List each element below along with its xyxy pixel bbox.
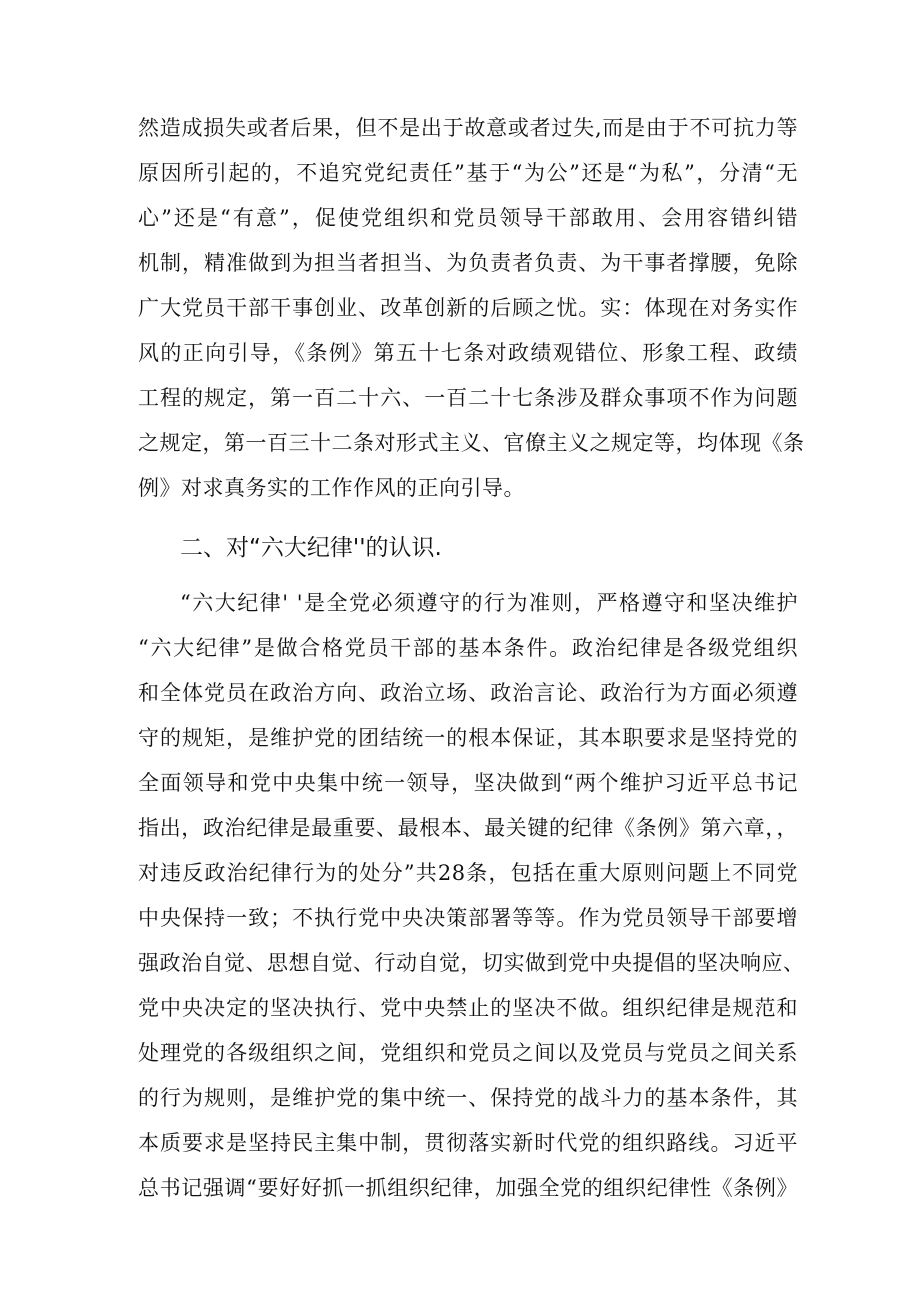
text-line: 然造成损失或者后果，但不是出于故意或者过失,而是由于不可抗力等 — [138, 116, 798, 140]
text-line: 工程的规定，第一百二十六、一百二十七条涉及群众事项不作为问题 — [138, 386, 798, 410]
text-line: 强政治自觉、思想自觉、行动自觉，切实做到党中央提倡的坚决响应、 — [138, 951, 805, 975]
text-line: 全面领导和党中央集中统一领导，坚决做到“两个维护习近平总书记 — [138, 771, 798, 795]
text-line: 和全体党员在政治方向、政治立场、政治言论、政治行为方面必须遵 — [138, 681, 798, 705]
text-line: 总书记强调“要好好抓一抓组织纪律，加强全党的组织纪律性《条例》 — [138, 1176, 798, 1200]
text-line: 风的正向引导，《条例》第五十七条对政绩观错位、形象工程、政绩 — [138, 341, 798, 365]
text-line: 指出，政治纪律是最重要、最根本、最关键的纪律《条例》第六章，， — [138, 816, 798, 840]
text-line: 机制，精准做到为担当者担当、为负责者负责、为干事者撑腰，免除 — [138, 251, 798, 275]
text-line: “六大纪律' '是全党必须遵守的行为准则，严格遵守和坚决维护 — [180, 591, 798, 615]
text-line: “六大纪律”是做合格党员干部的基本条件。政治纪律是各级党组织 — [138, 636, 798, 660]
text-line: 党中央决定的坚决执行、党中央禁止的坚决不做。组织纪律是规范和 — [138, 996, 798, 1020]
text-line: 原因所引起的，不追究党纪责任”基于“为公”还是“为私”，分清“无 — [138, 161, 798, 185]
text-line: 守的规矩，是维护党的团结统一的根本保证，其本职要求是坚持党的 — [138, 726, 798, 750]
section-heading: 二、对“六大纪律''的认识. — [180, 535, 442, 561]
text-line: 的行为规则，是维护党的集中统一、保持党的战斗力的基本条件，其 — [138, 1086, 798, 1110]
text-line: 中央保持一致；不执行党中央决策部署等等。作为党员领导干部要增 — [138, 906, 798, 930]
text-line: 之规定，第一百三十二条对形式主义、官僚主义之规定等，均体现《条 — [138, 431, 805, 455]
text-line: 例》对求真务实的工作作风的正向引导。 — [138, 476, 525, 500]
text-line: 处理党的各级组织之间，党组织和党员之间以及党员与党员之间关系 — [138, 1041, 798, 1065]
text-line: 心”还是“有意”，促使党组织和党员领导干部敢用、会用容错纠错 — [138, 206, 798, 230]
text-line: 本质要求是坚持民主集中制，贯彻落实新时代党的组织路线。习近平 — [138, 1131, 798, 1155]
text-line: 对违反政治纪律行为的处分”共28条，包括在重大原则问题上不同党 — [138, 861, 798, 885]
text-line: 广大党员干部干事创业、改革创新的后顾之忧。实：体现在对务实作 — [138, 296, 798, 320]
